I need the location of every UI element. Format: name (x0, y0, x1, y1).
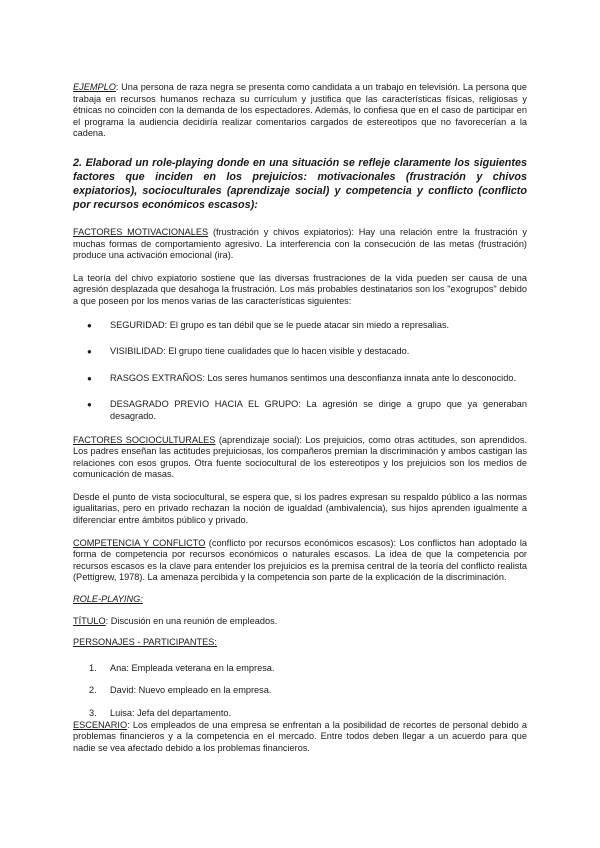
list-item (73, 685, 527, 697)
titulo-paragraph (73, 616, 527, 628)
socioculturales-paragraph (73, 435, 527, 481)
list-item-text: Ana: Empleada veterana en la empresa. (110, 662, 275, 673)
list-number: 2. (89, 685, 97, 696)
escenario-paragraph (73, 720, 527, 755)
motivacionales-label: FACTORES MOTIVACIONALES (73, 226, 209, 237)
bullet-icon: ● (87, 347, 92, 357)
titulo-label: TÍTULO (73, 615, 106, 626)
list-item-text: SEGURIDAD: El grupo es tan débil que se le puede atacar sin miedo a represalias. (110, 319, 450, 330)
role-playing-label (73, 594, 527, 606)
list-item (73, 320, 527, 332)
personajes-text: PERSONAJES - PARTICIPANTES: (73, 637, 217, 648)
participants-list (73, 663, 527, 720)
list-item-text: David: Nuevo empleado en la empresa. (110, 685, 272, 696)
list-item-text: Luisa: Jefa del departamento. (110, 708, 232, 718)
list-item (73, 399, 527, 422)
socioculturales-text: (aprendizaje social): Los prejuicios, como otras actitudes, son aprendidos. Los padres enseñan las actitudes prejuiciosas, los compañeros premian la discriminación y ambos castigan las relaciones con esos grupos. Otra fuente sociocultural de los estereotipos y los prejuicios son los medios de comunicación de masas. (73, 434, 528, 480)
ejemplo-paragraph (73, 82, 527, 140)
escenario-text: : Los empleados de una empresa se enfrentan a la posibilidad de recortes de personal debido a problemas financieros y a la competencia en el mercado. Entre todos deben llegar a un acuerdo para que nadie se vea afectado debido a los problemas financieros. (73, 719, 527, 753)
list-item-text: RASGOS EXTRAÑOS: Los seres humanos sentimos una desconfianza innata ante lo desconocido. (110, 372, 516, 383)
list-item (73, 663, 527, 675)
list-number: 1. (89, 662, 97, 673)
escenario-label: ESCENARIO (73, 719, 128, 730)
ejemplo-text: : Una persona de raza negra se presenta como candidata a un trabajo en televisión. La persona que trabaja en recursos humanos rechaza su currículum y justifica que las características físicas, religiosas y étnicas no coinciden con la demanda de los espectadores. Además, lo confiesa que en el caso de participar en el programa la audiencia decidiría realizar comentarios cargados de estereotipos que no favorecerían a la cadena. (73, 82, 527, 139)
list-item (73, 346, 527, 358)
motivacionales-text: (frustración y chivos expiatorios): Hay una relación entre la frustración y muchas formas de comportamiento agresivo. La interferencia con la consecución de las metas (frustración) produce una activación emocional (ira). (73, 226, 527, 261)
bullet-icon: ● (87, 320, 92, 330)
bullet-icon: ● (87, 400, 92, 410)
characteristics-list (73, 320, 527, 423)
list-item-text: VISIBILIDAD: El grupo tiene cualidades que lo hacen visible y destacado. (110, 346, 410, 357)
list-number: 3. (89, 708, 97, 718)
competencia-text: (conflicto por recursos económicos escasos): Los conflictos han adoptado la forma de competencia por recursos económicos o naturales escasos. La idea de que la competencia por recursos escasos es la clave para entender los prejuicios es la premisa central de la teoría del conflicto realista (Pettigrew, 1978). La amenaza percibida y la competencia son parte de la explicación de la discriminación. (73, 537, 527, 583)
section-heading: 2. Elaborad un role-playing donde en una situación se refleje claramente los siguientes factores que inciden en los prejuicios: motivacionales (frustración y chivos expiatorios), socioculturales (aprendizaje social) y competencia y conflicto (conflicto por recursos económicos escasos): (73, 156, 527, 211)
role-playing-text: ROLE-PLAYING: (73, 594, 143, 605)
motivacionales-paragraph (73, 227, 527, 262)
socioculturales-label: FACTORES SOCIOCULTURALES (73, 434, 216, 445)
list-item-text: DESAGRADO PREVIO HACIA EL GRUPO: La agresión se dirige a grupo que ya generaban desagrado. (110, 399, 527, 421)
titulo-text: : Discusión en una reunión de empleados. (105, 615, 278, 626)
competencia-paragraph (73, 538, 527, 584)
competencia-label: COMPETENCIA Y CONFLICTO (73, 537, 206, 548)
sociocultural-paragraph: Desde el punto de vista sociocultural, se espera que, si los padres expresan su respaldo público a las normas igualitarias, pero en privado rechazan la noción de igualdad (ambivalencia), sus hijos aprenden igualmente a diferenciar entre ámbitos público y privado. (73, 491, 527, 526)
list-item (73, 708, 527, 720)
chivo-paragraph: La teoría del chivo expiatorio sostiene que las diversas frustraciones de la vida pueden ser causa de una agresión desplazada que desahoga la frustración. Los más probables destinatarios son los "exogrupos" debido a que poseen por los menos varias de las características siguientes: (73, 272, 527, 306)
personajes-label (73, 637, 527, 649)
bullet-icon: ● (87, 373, 92, 383)
ejemplo-label: EJEMPLO (73, 82, 116, 92)
list-item (73, 373, 527, 385)
